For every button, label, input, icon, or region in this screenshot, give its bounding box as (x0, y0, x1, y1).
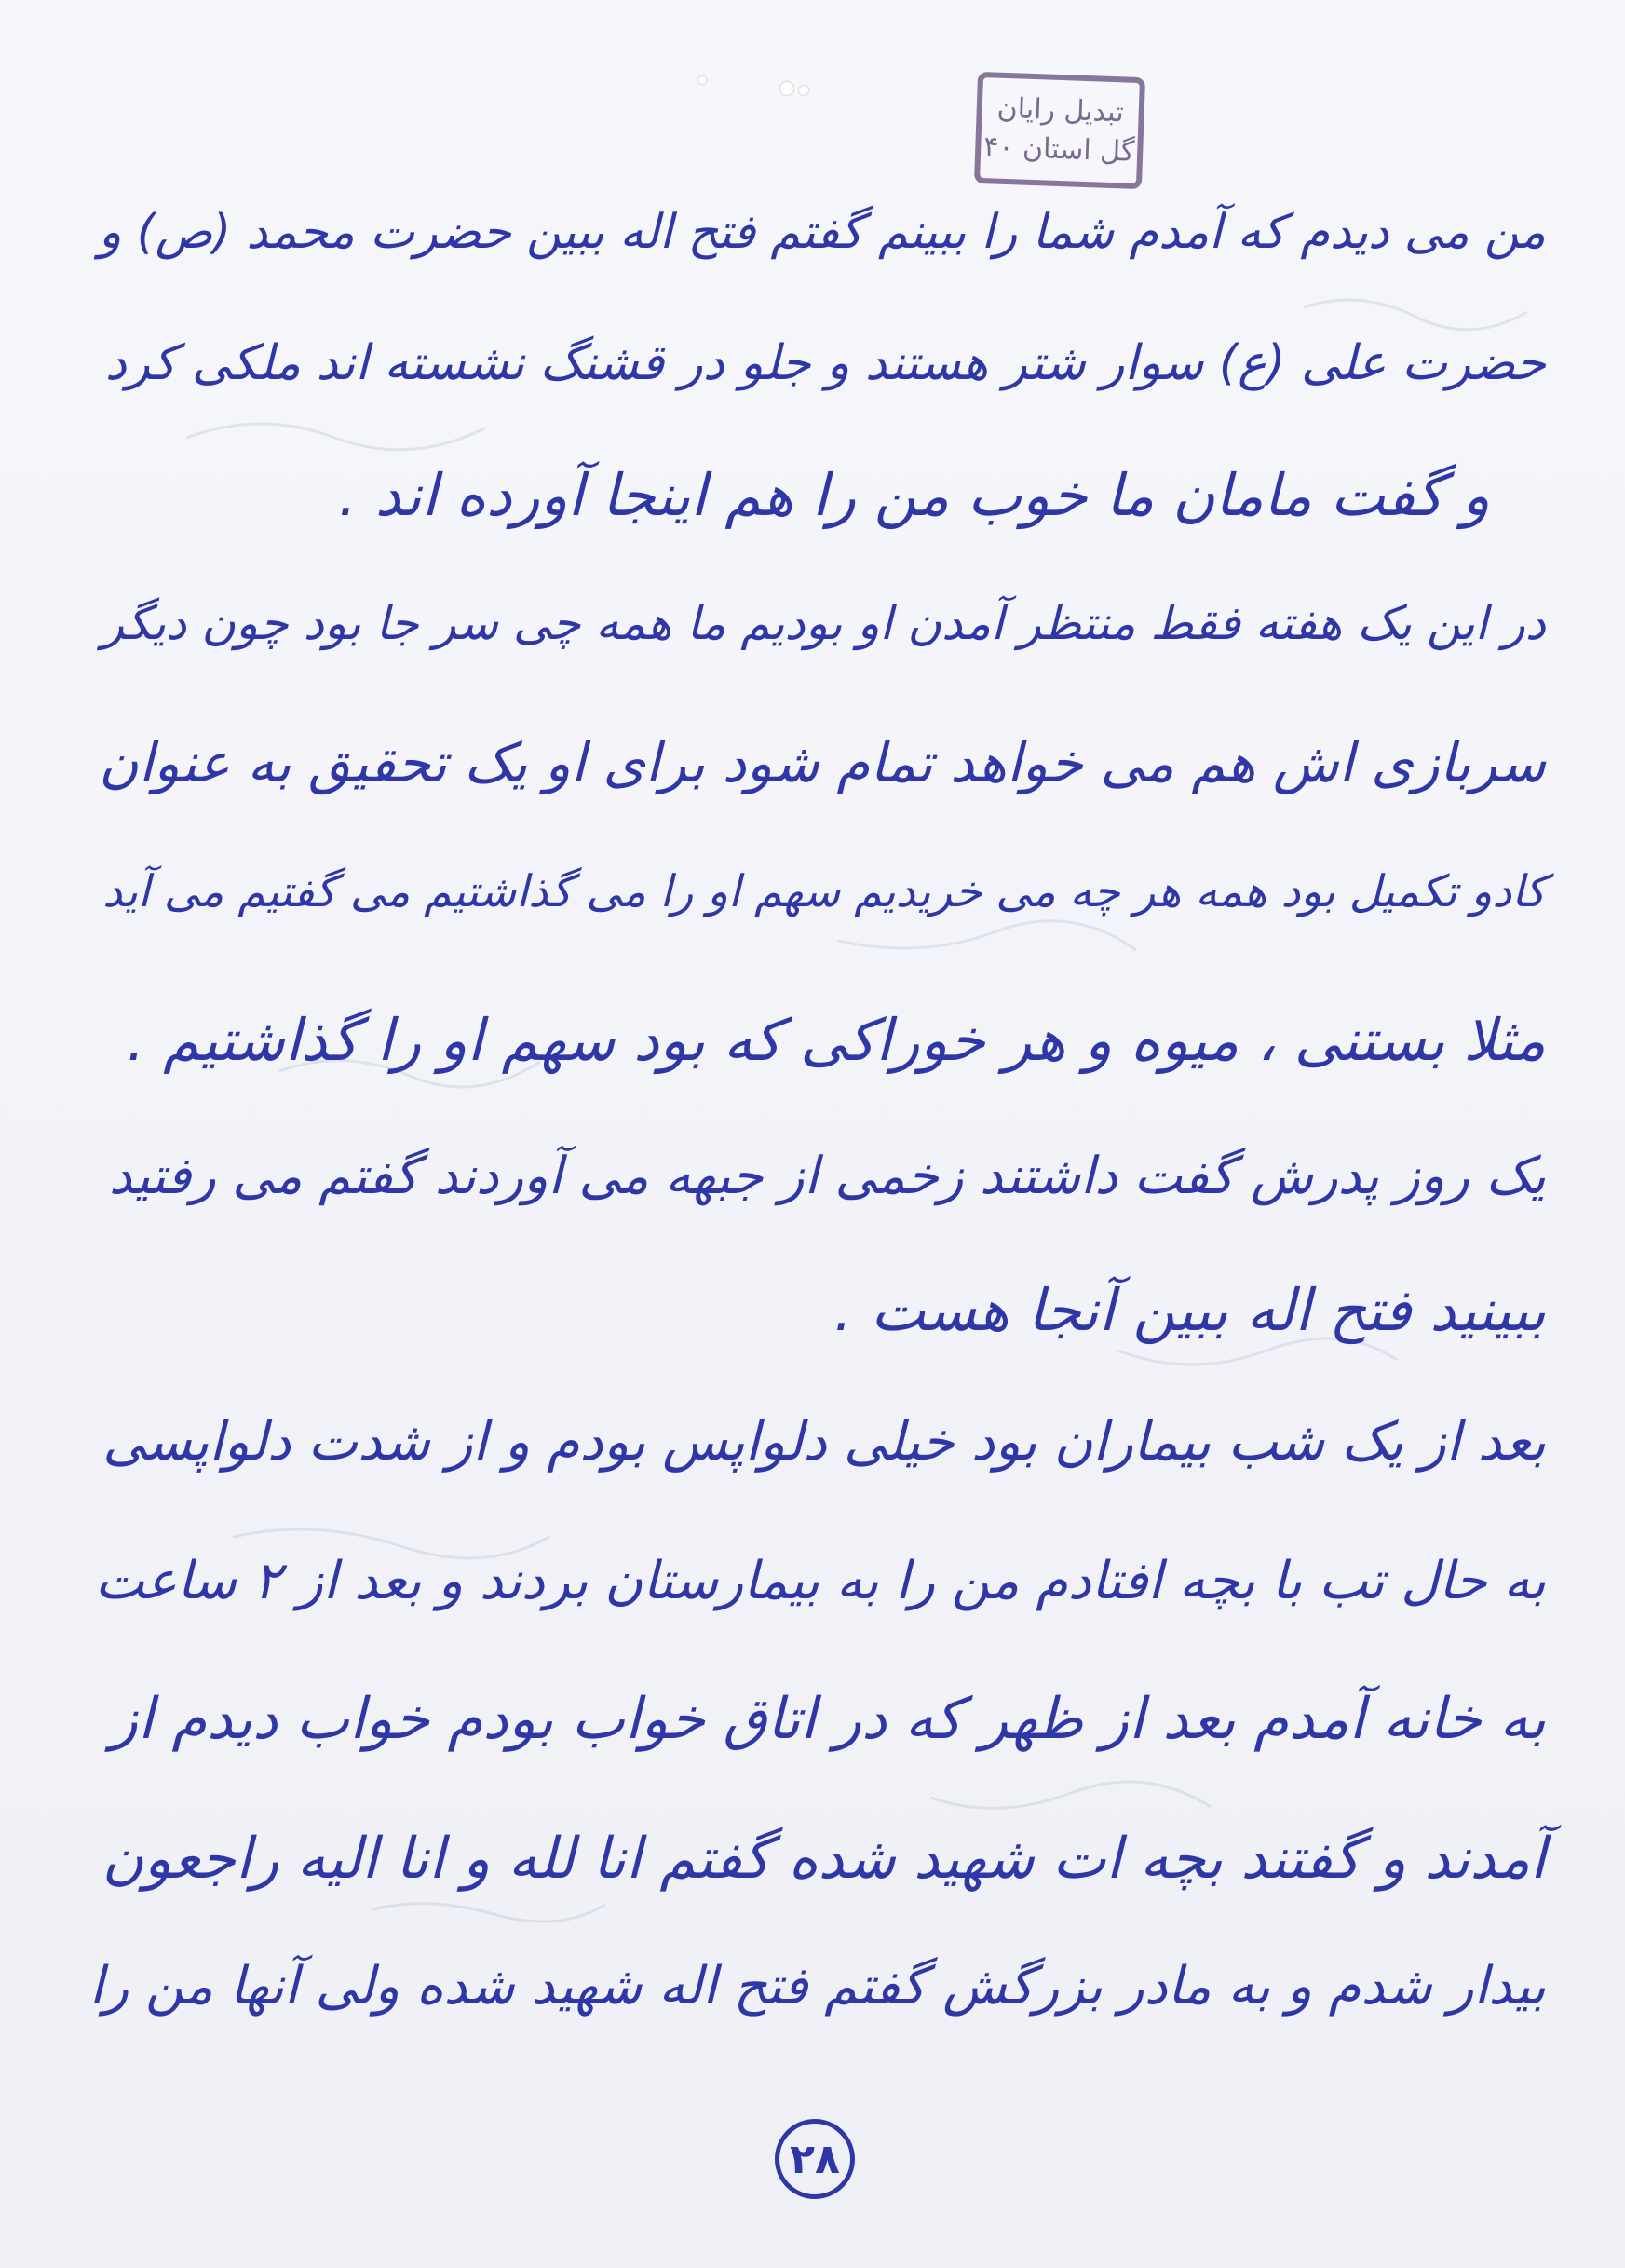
text-line: به حال تب با بچه افتادم من را به بیمارستان بردند و بعد از ۲ ساعت (94, 1551, 1546, 1611)
text-line: ببینید فتح اله ببین آنجا هست . (833, 1276, 1546, 1344)
text-line: کادو تکمیل بود همه هر چه می خریدیم سهم او را می گذاشتیم می گفتیم می آید (102, 866, 1546, 917)
text-line: بعد از یک شب بیماران بود خیلی دلواپس بودم و از شدت دلواپسی (102, 1411, 1546, 1473)
institution-stamp (974, 72, 1145, 189)
punch-mark (698, 76, 706, 84)
stamp-line-2: گل استان ۴۰ (982, 130, 1135, 169)
text-line: به خانه آمدم بعد از ظهر که در اتاق خواب بودم خواب دیدم از (110, 1686, 1546, 1752)
text-line: بیدار شدم و به مادر بزرگش گفتم فتح اله شهید شده ولی آنها من را (88, 1956, 1546, 2017)
text-line: در این یک هفته فقط منتظر آمدن او بودیم ما همه چی سر جا بود چون دیگر (101, 596, 1546, 650)
text-line: یک روز پدرش گفت داشتند زخمی از جبهه می آوردند گفتم می رفتید (108, 1146, 1546, 1205)
page-number: ۲۸ (775, 2119, 855, 2199)
text-line: سربازی اش هم می خواهد تمام شود برای او یک تحقیق به عنوان (99, 731, 1546, 794)
stamp-line-1: تبدیل رایان (996, 91, 1125, 129)
text-line: من می دیدم که آمدم شما را ببینم گفتم فتح اله ببین حضرت محمد (ص) و (98, 205, 1546, 260)
text-line: مثلا بستنی ، میوه و هر خوراکی که بود سهم او را گذاشتیم . (126, 1006, 1546, 1074)
punch-mark (799, 86, 808, 95)
text-line: آمدند و گفتند بچه ات شهید شده گفتم انا لله و انا الیه راجعون (102, 1826, 1546, 1892)
text-line: حضرت علی (ع) سوار شتر هستند و جلو در قشنگ نشسته اند ملکی کرد (104, 335, 1546, 391)
text-line: و گفت مامان ما خوب من را هم اینجا آورده اند . (338, 461, 1490, 529)
punch-mark (780, 82, 793, 95)
